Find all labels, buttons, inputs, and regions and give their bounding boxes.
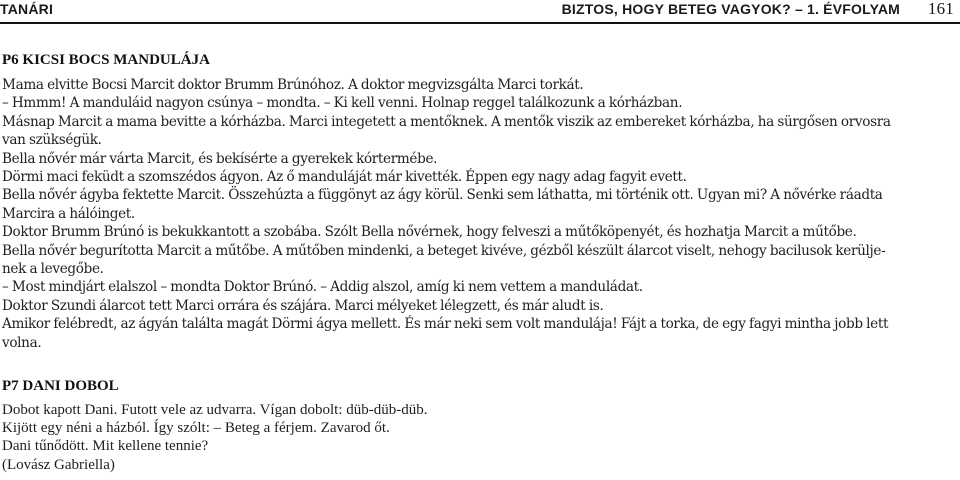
header-chapter-title: BIZTOS, HOGY BETEG VAGYOK? – 1. ÉVFOLYAM xyxy=(561,1,900,17)
p7-text-line: Dani tűnődött. Mit kellene tennie? xyxy=(2,438,209,455)
p6-text-line: Másnap Marcit a mama bevitte a kórházba. Marci integetett a mentőknek. A mentők viszik az embereket kórházba, ha sürgősen orvosra xyxy=(2,113,891,130)
p6-text-line: – Most mindjárt elalszol – mondta Doktor Brúnó. – Addig alszol, amíg ki nem vettem a manduládat. xyxy=(2,279,643,296)
p6-text-line: Amikor felébredt, az ágyán találta magát Dörmi ágya mellett. És már neki sem volt mandulája! Fájt a torka, de egy fagyi mintha jobb lett xyxy=(2,316,889,333)
p6-text-line: Bella nővér begurította Marcit a műtőbe. A műtőben mindenki, a beteget kivéve, gézből készült álarcot viselt, nehogy bacilusok kerülje- xyxy=(2,242,886,259)
p7-text-line: Dobot kapott Dani. Futott vele az udvarra. Vígan dobolt: düb-düb-düb. xyxy=(2,402,428,418)
p6-text-line: Dörmi maci feküdt a szomszédos ágyon. Az ő manduláját már kivették. Éppen egy nagy adag fagyit evett. xyxy=(2,169,687,186)
p6-text-line: Marcira a hálóinget. xyxy=(2,205,135,222)
header-section-label: TANÁRI xyxy=(0,1,54,17)
p7-text-line: Kijött egy néni a házból. Így szólt: – Beteg a férjem. Zavarod őt. xyxy=(2,420,390,437)
p6-text-line: Doktor Szundi álarcot tett Marci orrára és szájára. Marci mélyeket lélegzett, és már aludt is. xyxy=(2,297,604,314)
p6-title: P6 KICSI BOCS MANDULÁJA xyxy=(2,52,210,68)
p6-text-line: volna. xyxy=(2,334,42,351)
header-rule xyxy=(0,22,960,24)
running-header xyxy=(0,0,960,22)
p6-text-line: van szükségük. xyxy=(2,132,102,149)
p6-text-line: Doktor Brumm Brúnó is bekukkantott a szobába. Szólt Bella nővérnek, hogy felveszi a műtőköpenyét, és hozhatja Marcit a műtőbe. xyxy=(2,224,857,241)
p7-title: P7 DANI DOBOL xyxy=(2,378,119,394)
p6-body xyxy=(2,76,957,352)
p7-body xyxy=(2,401,957,474)
p6-text-line: Bella nővér már várta Marcit, és bekísérte a gyerekek kórtermébe. xyxy=(2,150,438,167)
p6-text-line: – Hmmm! A manduláid nagyon csúnya – mondta. – Ki kell venni. Holnap reggel találkozunk a kórházban. xyxy=(2,95,683,112)
page-number: 161 xyxy=(927,0,954,18)
p6-text-line: Bella nővér ágyba fektette Marcit. Összehúzta a függönyt az ágy körül. Senki sem láthatta, mi történik ott. Ugyan mi? A nővérke ráadta xyxy=(2,187,883,204)
p6-text-line: Mama elvitte Bocsi Marcit doktor Brumm Brúnóhoz. A doktor megvizsgálta Marci torkát. xyxy=(2,77,584,93)
p6-text-line: nek a levegőbe. xyxy=(2,261,104,278)
p7-text-line: (Lovász Gabriella) xyxy=(2,456,115,473)
